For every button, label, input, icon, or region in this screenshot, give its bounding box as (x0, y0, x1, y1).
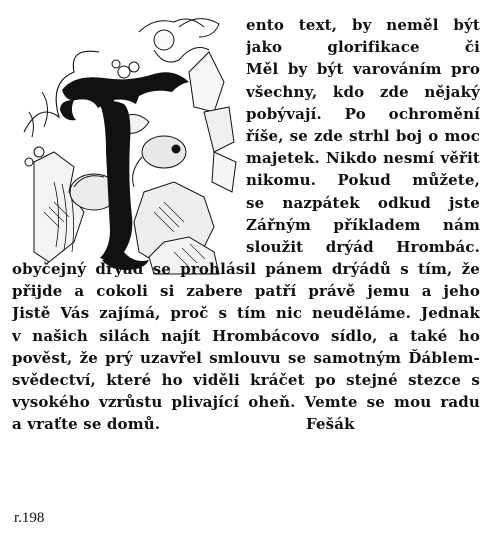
reference-number: r.198 (14, 510, 45, 526)
letter-line: Jistě Vás zajímá, proč s tím nic neuděláme. Jednak (12, 304, 480, 323)
letter-line: všechny, kdo zde nějaký (246, 82, 480, 101)
letter-line: v našich silách najít Hrombácovo sídlo, a také ho (12, 326, 480, 345)
signature: Fešák (306, 415, 355, 434)
letter-line: majetek. Nikdo nesmí věřit (246, 149, 480, 168)
letter-line: a vraťte se domů. (12, 415, 161, 434)
letter-line: nikomu. Pokud můžete, (246, 171, 480, 190)
letter-line: jako glorifikace či (246, 38, 480, 57)
letter-line: přijde a cokoli si zabere patří právě jemu a jeho (12, 282, 480, 301)
letter-line: se nazpátek odkud jste (246, 193, 480, 212)
letter-closing-line (12, 413, 480, 435)
letter-line: obyčejný drýád se prohlásil pánem drýádů s tím, že (12, 260, 480, 279)
letter-line: vysokého vzrůstu plivající oheň. Vemte se mou radu (12, 393, 480, 412)
letter-line: pobývají. Po ochromění (246, 104, 480, 123)
letter-body (12, 14, 480, 436)
letter-line: říše, se zde strhl boj o moc (246, 126, 480, 145)
letter-line: svědectví, které ho viděli kráčet po stejné stezce s (12, 371, 480, 389)
letter-line: pověst, že prý uzavřel smlouvu se samotným Ďáblem- (12, 348, 480, 367)
letter-line: Zářným příkladem nám (246, 215, 480, 234)
letter-line: Měl by být varováním pro (246, 60, 480, 79)
letter-line: ento text, by neměl být (246, 16, 480, 34)
letter-line: sloužit drýád Hrombác. (246, 237, 480, 256)
